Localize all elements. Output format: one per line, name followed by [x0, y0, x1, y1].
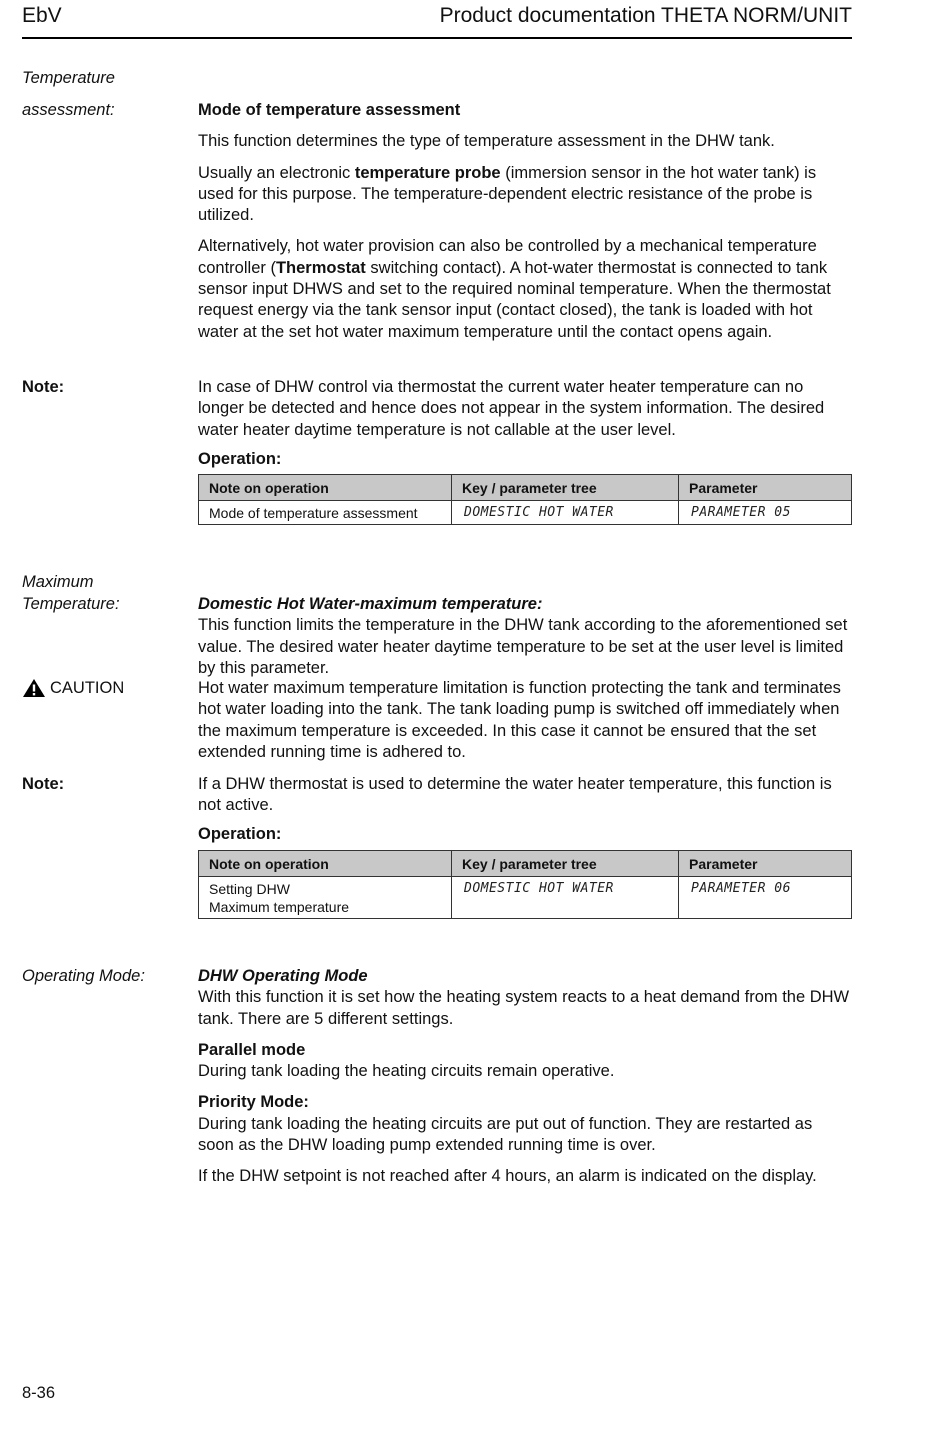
note-block	[198, 377, 852, 441]
side-label-maximum: Maximum	[22, 573, 94, 591]
section-operating-mode	[198, 966, 852, 1188]
text-run: (immersion sensor in the hot water tank) is used for this purpose. The temperature-dependent electric resistance of the probe is utilized.	[198, 163, 817, 225]
table-cell	[199, 877, 452, 919]
caution-label	[22, 678, 124, 698]
table-header: Note on operation	[199, 475, 452, 501]
table-row	[199, 877, 852, 919]
note-label: Note:	[22, 775, 65, 793]
caution-text-label: CAUTION	[50, 678, 125, 697]
lcd-key-cell: DOMESTIC HOT WATER	[452, 501, 679, 525]
note-block	[198, 774, 852, 817]
side-label-temperature: Temperature	[22, 69, 115, 87]
side-label-operating-mode: Operating Mode:	[22, 967, 145, 985]
table-header: Key / parameter tree	[452, 851, 679, 877]
note-text: In case of DHW control via thermostat the current water heater temperature can no longer be detected and hence does not appear in the system information. The desired water heater daytime temperature is not callable at the user level.	[198, 378, 825, 439]
paragraph	[198, 236, 852, 342]
side-label-assessment: assessment:	[22, 101, 115, 119]
header-brand: EbV	[22, 4, 62, 27]
section-title: Mode of temperature assessment	[198, 101, 461, 119]
lcd-key-cell: DOMESTIC HOT WATER	[452, 877, 679, 919]
header-title: Product documentation THETA NORM/UNIT	[439, 4, 852, 27]
warning-triangle-icon	[22, 678, 46, 698]
subsection-title: Parallel mode	[198, 1040, 306, 1059]
text-run: Usually an electronic	[198, 163, 355, 182]
section-title: DHW Operating Mode	[198, 967, 368, 985]
cell-line: Setting DHW	[209, 881, 290, 897]
table-cell: Mode of temperature assessment	[199, 501, 452, 525]
operation-table	[198, 850, 852, 919]
table-header: Parameter	[679, 475, 852, 501]
subsection-title: Priority Mode:	[198, 1093, 309, 1112]
side-label-temperature: Temperature:	[22, 595, 120, 613]
page-number: 8-36	[22, 1384, 56, 1402]
operation-table	[198, 474, 852, 525]
operation-label: Operation:	[198, 825, 282, 843]
cell-line: Maximum temperature	[209, 899, 350, 915]
header-divider	[22, 37, 852, 39]
text-run: Alternatively, hot water provision can also be controlled by a mechanical temperature controller (	[198, 237, 817, 277]
text-run: switching contact). A hot-water thermostat is connected to tank sensor input DHWS and set to the required nominal temperature. When the thermostat request energy via the tank sensor input (contact closed), the tank is loaded with hot water at the set hot water maximum temperature until the contact opens again.	[198, 258, 831, 341]
note-label: Note:	[22, 378, 65, 396]
paragraph	[198, 163, 852, 227]
paragraph: With this function it is set how the heating system reacts to a heat demand from the DHW tank. There are 5 different settings.	[198, 988, 850, 1028]
table-header: Note on operation	[199, 851, 452, 877]
paragraph: If the DHW setpoint is not reached after 4 hours, an alarm is indicated on the display.	[198, 1167, 817, 1186]
paragraph: During tank loading the heating circuits are put out of function. They are restarted as soon as the DHW loading pump extended running time is over.	[198, 1114, 813, 1155]
paragraph: This function limits the temperature in the DHW tank according to the aforementioned set value. The desired water heater daytime temperature to be set at the user level is limited by this parameter.	[198, 616, 848, 677]
table-row	[199, 501, 852, 525]
paragraph: This function determines the type of temperature assessment in the DHW tank.	[198, 132, 775, 151]
table-header-row	[199, 475, 852, 501]
bold-term: Thermostat	[275, 258, 366, 277]
section-maximum-temperature	[198, 594, 852, 679]
lcd-param-cell: PARAMETER 05	[679, 501, 852, 525]
note-text: If a DHW thermostat is used to determine the water heater temperature, this function is not active.	[198, 775, 832, 815]
table-header: Parameter	[679, 851, 852, 877]
section-temperature-assessment	[198, 100, 852, 353]
table-header: Key / parameter tree	[452, 475, 679, 501]
operation-label: Operation:	[198, 450, 282, 468]
caution-block	[198, 678, 852, 763]
caution-text: Hot water maximum temperature limitation is function protecting the tank and terminates hot water loading into the tank. The tank loading pump is switched off immediately when the maximum temperature is exceeded. In this case it cannot be ensured that the set extended running time is adhered to.	[198, 679, 841, 761]
lcd-param-cell: PARAMETER 06	[679, 877, 852, 919]
paragraph: During tank loading the heating circuits remain operative.	[198, 1062, 615, 1081]
section-title: Domestic Hot Water-maximum temperature:	[198, 595, 543, 613]
bold-term: temperature probe	[354, 163, 501, 182]
table-header-row	[199, 851, 852, 877]
